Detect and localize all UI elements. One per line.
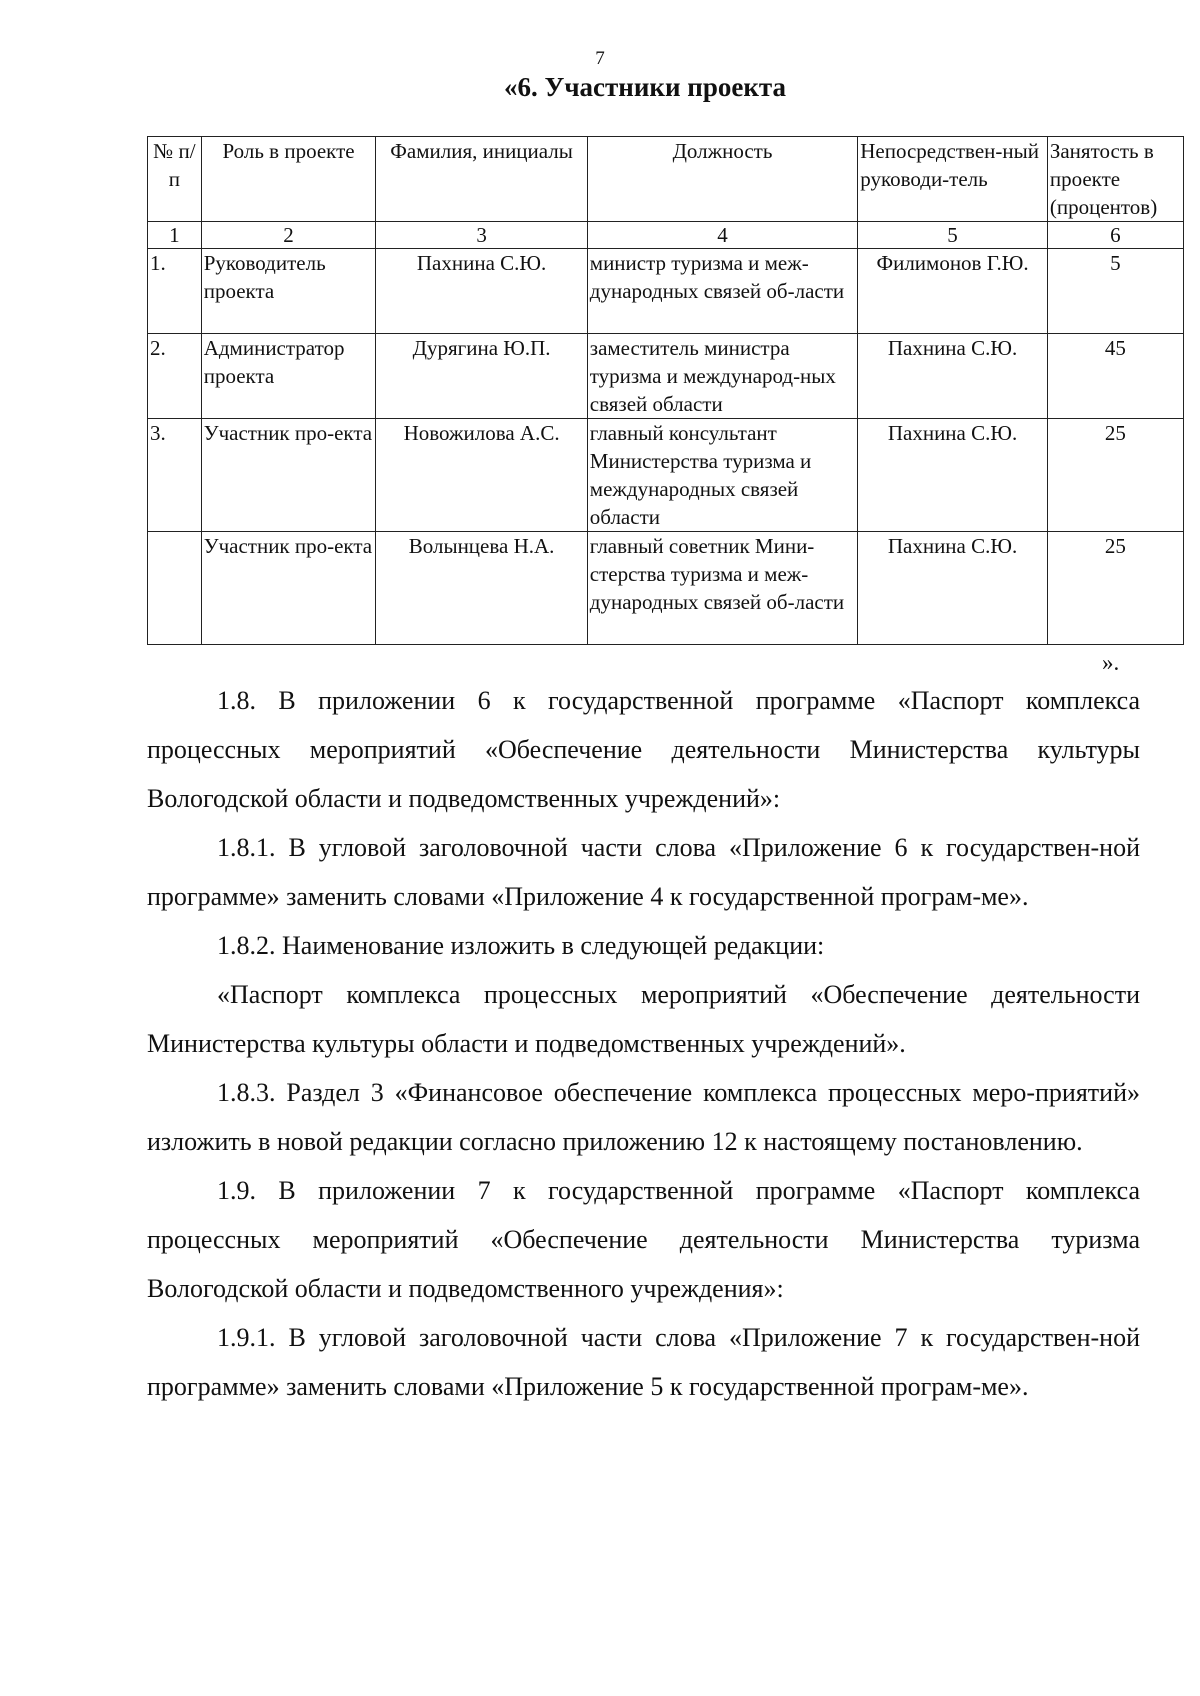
row-role: Участник про-екта [201, 532, 376, 645]
row-position: заместитель министра туризма и международ-ных связей области [587, 334, 857, 419]
table-row [148, 419, 1184, 532]
column-number: 5 [858, 222, 1048, 249]
paragraph-1-8-2: 1.8.2. Наименование изложить в следующей редакции: [217, 931, 825, 960]
page-number: 7 [595, 48, 605, 69]
row-name: Дурягина Ю.П. [376, 334, 587, 419]
row-number [148, 532, 202, 645]
header-role: Роль в проекте [201, 137, 376, 222]
paragraph-1-9: 1.9. В приложении 7 к государственной программе «Паспорт комплекса процессных мероприятий «Обеспечение деятельности Министерства туризма Вологодской области и подведомственного учреждения»: [147, 1176, 1140, 1303]
row-name: Новожилова А.С. [376, 419, 587, 532]
header-position: Должность [587, 137, 857, 222]
row-employment: 25 [1047, 419, 1183, 532]
header-name: Фамилия, инициалы [376, 137, 587, 222]
column-number: 1 [148, 222, 202, 249]
row-role: Участник про-екта [201, 419, 376, 532]
column-number-row [148, 222, 1184, 249]
header-employment: Занятость в проекте (процентов) [1047, 137, 1183, 222]
row-employment: 25 [1047, 532, 1183, 645]
row-supervisor: Филимонов Г.Ю. [858, 249, 1048, 334]
row-position: главный советник Мини-стерства туризма и меж-дународных связей об-ласти [587, 532, 857, 645]
body-text [147, 676, 1140, 1411]
paragraph-1-8-3: 1.8.3. Раздел 3 «Финансовое обеспечение комплекса процессных меро-приятий» изложить в новой редакции согласно приложению 12 к настоящему постановлению. [147, 1078, 1140, 1156]
column-number: 4 [587, 222, 857, 249]
row-supervisor: Пахнина С.Ю. [858, 419, 1048, 532]
row-name: Пахнина С.Ю. [376, 249, 587, 334]
row-number: 1. [148, 249, 202, 334]
table-close-quote: ». [1102, 650, 1120, 675]
row-role: Администратор проекта [201, 334, 376, 419]
participants-table [147, 136, 1184, 645]
row-supervisor: Пахнина С.Ю. [858, 532, 1048, 645]
table-row [148, 249, 1184, 334]
row-supervisor: Пахнина С.Ю. [858, 334, 1048, 419]
column-number: 2 [201, 222, 376, 249]
table-row [148, 334, 1184, 419]
row-role: Руководитель проекта [201, 249, 376, 334]
row-employment: 5 [1047, 249, 1183, 334]
row-position: главный консультант Министерства туризма и международных связей области [587, 419, 857, 532]
header-supervisor: Непосредствен-ный руководи-тель [858, 137, 1048, 222]
row-employment: 45 [1047, 334, 1183, 419]
table-header-row [148, 137, 1184, 222]
header-number: № п/п [148, 137, 202, 222]
row-name: Волынцева Н.А. [376, 532, 587, 645]
column-number: 6 [1047, 222, 1183, 249]
paragraph-1-8-1: 1.8.1. В угловой заголовочной части слова «Приложение 6 к государствен-ной программе» заменить словами «Приложение 4 к государственной програм-ме». [147, 833, 1140, 911]
column-number: 3 [376, 222, 587, 249]
paragraph-passport-title: «Паспорт комплекса процессных мероприятий «Обеспечение деятельности Министерства культуры области и подведомственных учреждений». [147, 980, 1140, 1058]
row-number: 3. [148, 419, 202, 532]
paragraph-1-8: 1.8. В приложении 6 к государственной программе «Паспорт комплекса процессных мероприятий «Обеспечение деятельности Министерства культуры Вологодской области и подведомственных учреждений»: [147, 686, 1140, 813]
row-number: 2. [148, 334, 202, 419]
paragraph-1-9-1: 1.9.1. В угловой заголовочной части слова «Приложение 7 к государствен-ной программе» заменить словами «Приложение 5 к государственной програм-ме». [147, 1323, 1140, 1401]
table-row [148, 532, 1184, 645]
section-title: «6. Участники проекта [504, 72, 786, 102]
row-position: министр туризма и меж-дународных связей об-ласти [587, 249, 857, 334]
